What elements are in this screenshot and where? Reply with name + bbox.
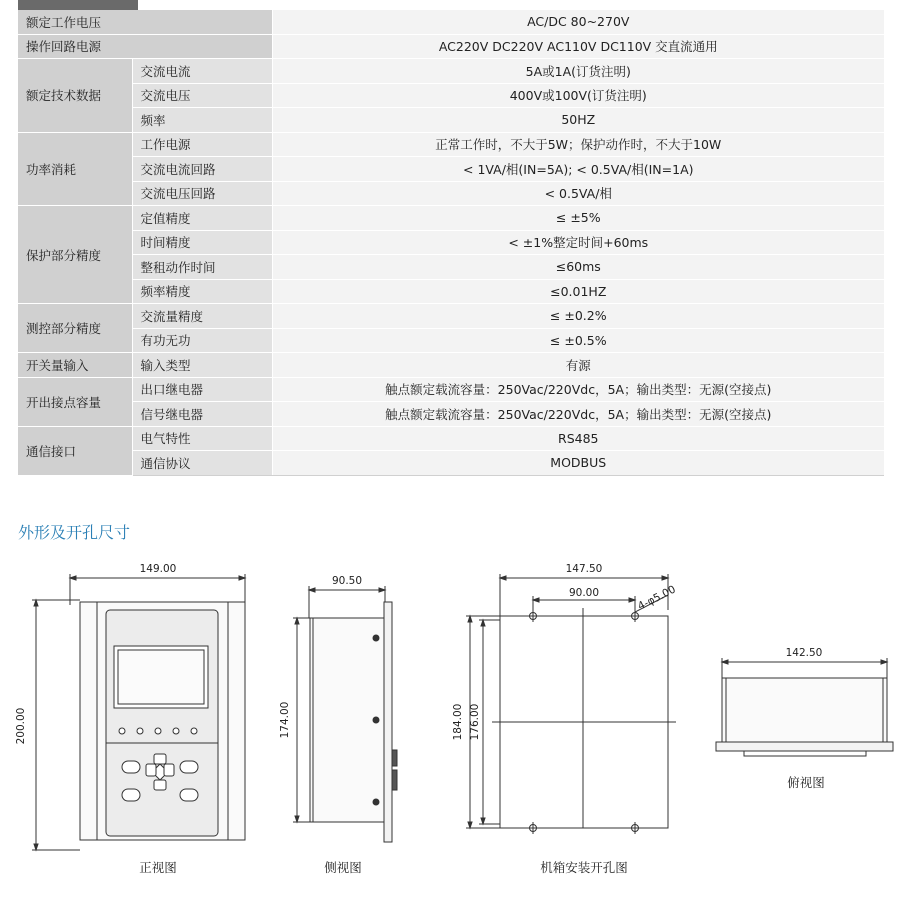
spec-category: 操作回路电源 <box>18 34 272 59</box>
spec-row <box>18 451 884 476</box>
dimension-drawings <box>0 550 900 910</box>
spec-subcategory: 通信协议 <box>132 451 272 476</box>
spec-row <box>18 206 884 231</box>
front-width-label: 149.00 <box>139 563 177 575</box>
side-view-caption: 侧视图 <box>324 860 362 875</box>
spec-value: < ±1%整定时间+60ms <box>272 230 884 255</box>
top-view <box>716 658 893 756</box>
spec-row <box>18 328 884 353</box>
spec-subcategory: 出口继电器 <box>132 377 272 402</box>
spec-row <box>18 402 884 427</box>
section-title: 外形及开孔尺寸 <box>18 523 131 542</box>
spec-category: 功率消耗 <box>18 132 132 206</box>
spec-row <box>18 108 884 133</box>
spec-row <box>18 426 884 451</box>
spec-category: 保护部分精度 <box>18 206 132 304</box>
spec-subcategory: 交流电流 <box>132 59 272 84</box>
spec-row <box>18 83 884 108</box>
spec-row <box>18 132 884 157</box>
cutout-width-label: 147.50 <box>565 563 603 575</box>
spec-value: 有源 <box>272 353 884 378</box>
spec-subcategory: 输入类型 <box>132 353 272 378</box>
spec-value: 5A或1A(订货注明) <box>272 59 884 84</box>
spec-row <box>18 353 884 378</box>
spec-subcategory: 交流电流回路 <box>132 157 272 182</box>
spec-subcategory: 定值精度 <box>132 206 272 231</box>
spec-value: AC220V DC220V AC110V DC110V 交直流通用 <box>272 34 884 59</box>
spec-row <box>18 34 884 59</box>
spec-value: 触点额定载流容量：250Vac/220Vdc，5A；输出类型：无源(空接点) <box>272 377 884 402</box>
spec-row <box>18 279 884 304</box>
spec-subcategory: 整租动作时间 <box>132 255 272 280</box>
top-view-caption: 俯视图 <box>787 775 825 790</box>
spec-value: < 1VA/相(IN=5A); < 0.5VA/相(IN=1A) <box>272 157 884 182</box>
spec-row <box>18 157 884 182</box>
spec-row <box>18 377 884 402</box>
spec-subcategory: 交流量精度 <box>132 304 272 329</box>
spec-row <box>18 10 884 34</box>
cutout-view-caption: 机箱安装开孔图 <box>540 860 628 875</box>
front-view-caption: 正视图 <box>139 860 177 875</box>
cutout-view <box>466 574 676 834</box>
spec-value: ≤ ±5% <box>272 206 884 231</box>
spec-value: 50HZ <box>272 108 884 133</box>
spec-value: < 0.5VA/相 <box>272 181 884 206</box>
spec-value: 正常工作时，不大于5W；保护动作时，不大于10W <box>272 132 884 157</box>
spec-subcategory: 频率 <box>132 108 272 133</box>
spec-category: 通信接口 <box>18 426 132 475</box>
spec-subcategory: 工作电源 <box>132 132 272 157</box>
side-view <box>293 586 397 842</box>
side-height-label: 174.00 <box>279 701 291 739</box>
spec-value: ≤ ±0.5% <box>272 328 884 353</box>
table-top-bar <box>18 0 138 10</box>
spec-category: 开关量输入 <box>18 353 132 378</box>
spec-row <box>18 304 884 329</box>
spec-subcategory: 时间精度 <box>132 230 272 255</box>
spec-subcategory: 频率精度 <box>132 279 272 304</box>
spec-row <box>18 181 884 206</box>
spec-value: ≤0.01HZ <box>272 279 884 304</box>
spec-value: AC/DC 80~270V <box>272 10 884 34</box>
spec-value: ≤ ±0.2% <box>272 304 884 329</box>
spec-subcategory: 信号继电器 <box>132 402 272 427</box>
spec-value: 400V或100V(订货注明) <box>272 83 884 108</box>
spec-row <box>18 59 884 84</box>
spec-table <box>18 10 884 476</box>
spec-category: 额定技术数据 <box>18 59 132 133</box>
cutout-spacing-label: 90.00 <box>568 587 600 599</box>
spec-subcategory: 交流电压回路 <box>132 181 272 206</box>
spec-category: 开出接点容量 <box>18 377 132 426</box>
top-width-label: 142.50 <box>785 647 823 659</box>
spec-value: 触点额定载流容量：250Vac/220Vdc，5A；输出类型：无源(空接点) <box>272 402 884 427</box>
spec-subcategory: 电气特性 <box>132 426 272 451</box>
spec-category: 测控部分精度 <box>18 304 132 353</box>
spec-value: MODBUS <box>272 451 884 476</box>
cutout-inner-height-label: 176.00 <box>469 703 481 741</box>
spec-category: 额定工作电压 <box>18 10 272 34</box>
spec-row <box>18 255 884 280</box>
side-depth-label: 90.50 <box>331 575 363 587</box>
cutout-holes-label: 4-φ5.00 <box>635 583 678 613</box>
spec-value: RS485 <box>272 426 884 451</box>
spec-subcategory: 交流电压 <box>132 83 272 108</box>
front-height-label: 200.00 <box>15 707 27 745</box>
cutout-outer-height-label: 184.00 <box>452 703 464 741</box>
spec-subcategory: 有功无功 <box>132 328 272 353</box>
spec-row <box>18 230 884 255</box>
spec-value: ≤60ms <box>272 255 884 280</box>
front-view <box>32 574 245 850</box>
